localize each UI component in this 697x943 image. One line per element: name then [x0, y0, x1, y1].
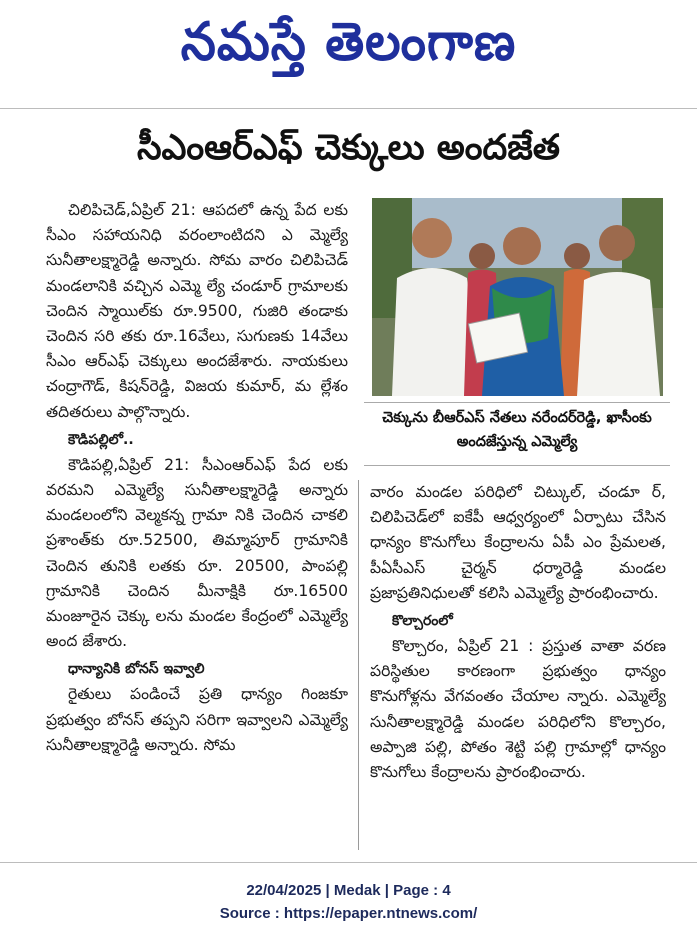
section-subhead: కొల్చారంలో	[392, 613, 453, 630]
footer-source: Source : https://epaper.ntnews.com/	[219, 905, 478, 922]
column-divider	[358, 480, 359, 850]
article-paragraph: రైతులు పండించే ప్రతి ధాన్యం గింజకూ ప్రభుత్వం బోనస్ తప్పని సరిగా ఇవ్వాలని ఎమ్మెల్యే సునీతాలక్ష్మారెడ్డి అన్నారు. సోమ	[46, 685, 348, 754]
left-column	[46, 198, 348, 758]
right-column	[370, 480, 666, 785]
article-paragraph: చిలిపిచెడ్,ఏప్రిల్ 21: ఆపదలో ఉన్న పేద లకు సీఎం సహాయనిధి వరంలాంటిదని ఎ మ్మెల్యే సునీతాలక్ష్మారెడ్డి అన్నారు. సోమ వారం చిలిపిచెడ్ మండలానికి వచ్చిన ఎమ్మె ల్యే చండూర్ గ్రామాలకు చెందిన స్మాయిల్‌కు రూ.9500, గుజిరి తండాకు చెందిన సరి తకు రూ.16వేలు, సుగుణకు 14వేలు సీఎం ఆర్ఎఫ్ చెక్కులు అందజేశారు. నాయకులు చంద్రాగౌడ్, కిషన్‌రెడ్డి, విజయ కుమార్, మ ల్లేశం తదితరులు పాల్గొన్నారు.	[46, 201, 348, 421]
section-subhead: కౌడిపల్లిలో..	[68, 431, 134, 448]
news-photo	[372, 198, 663, 396]
section-subhead: ధాన్యానికి బోనస్ ఇవ్వాలి	[68, 661, 205, 678]
footer-dateline: 22/04/2025 | Medak | Page : 4	[246, 882, 451, 899]
masthead	[0, 8, 697, 88]
photo-caption: చెక్కును బీఆర్ఎస్ నేతలు నరేందర్‌రెడ్డి, ఖాసీంకు అందజేస్తున్న ఎమ్మెల్యే	[382, 410, 652, 450]
masthead-divider	[0, 108, 697, 109]
article-paragraph: కొల్చారం, ఏప్రిల్ 21 : ప్రస్తుత వాతా వరణ పరిస్థితుల కారణంగా ప్రభుత్వం ధాన్యం కొనుగోళ్లను వేగవంతం చేయాల న్నారు. ఎమ్మెల్యే సునీతాలక్ష్మారెడ్డి మండల పరిధిలోని కొల్చారం, అప్పాజి పల్లి, పోతం శెట్టి పల్లి గ్రామాల్లో ధాన్యం కొనుగోలు కేంద్రాలను ప్రారంభించారు.	[370, 637, 666, 782]
photo-illustration	[372, 198, 663, 396]
newspaper-logo: నమస్తే తెలంగాణ	[180, 10, 517, 73]
footer-divider	[0, 862, 697, 863]
article-paragraph: కౌడిపల్లి,ఏప్రిల్ 21: సీఎంఆర్ఎఫ్ పేద లకు వరమని ఎమ్మెల్యే సునీతాలక్ష్మారెడ్డి అన్నారు మండలంలోని వెల్మకన్న గ్రామా నికి చెందిన చాకలి ప్రశాంత్‌కు రూ.52500, తిమ్మాపూర్ గ్రామానికి చెందిన తునికి లతకు రూ. 20500, పాంపల్లి గ్రామానికి చెందిన మీనాక్షికి రూ.16500 మంజూరైన చెక్కు లను మండల కేంద్రంలో ఎమ్మెల్యే అంద జేశారు.	[46, 455, 348, 651]
article-paragraph: వారం మండల పరిధిలో చిట్కుల్, చండూ ర్, చిలిపిచెడ్‌లో ఐకేపీ ఆధ్వర్యంలో ఏర్పాటు చేసిన ధాన్యం కొనుగోలు కేంద్రాలను ఏపీ ఎం ప్రేమలత, పీఏసీఎస్ చైర్మన్ ధర్మారెడ్డి మండల ప్రజాప్రతినిధులతో కలిసి ఎమ్మెల్యే ప్రారంభించారు.	[370, 483, 666, 602]
article-headline: సీఎంఆర్ఎఫ్ చెక్కులు అందజేత	[136, 128, 561, 168]
